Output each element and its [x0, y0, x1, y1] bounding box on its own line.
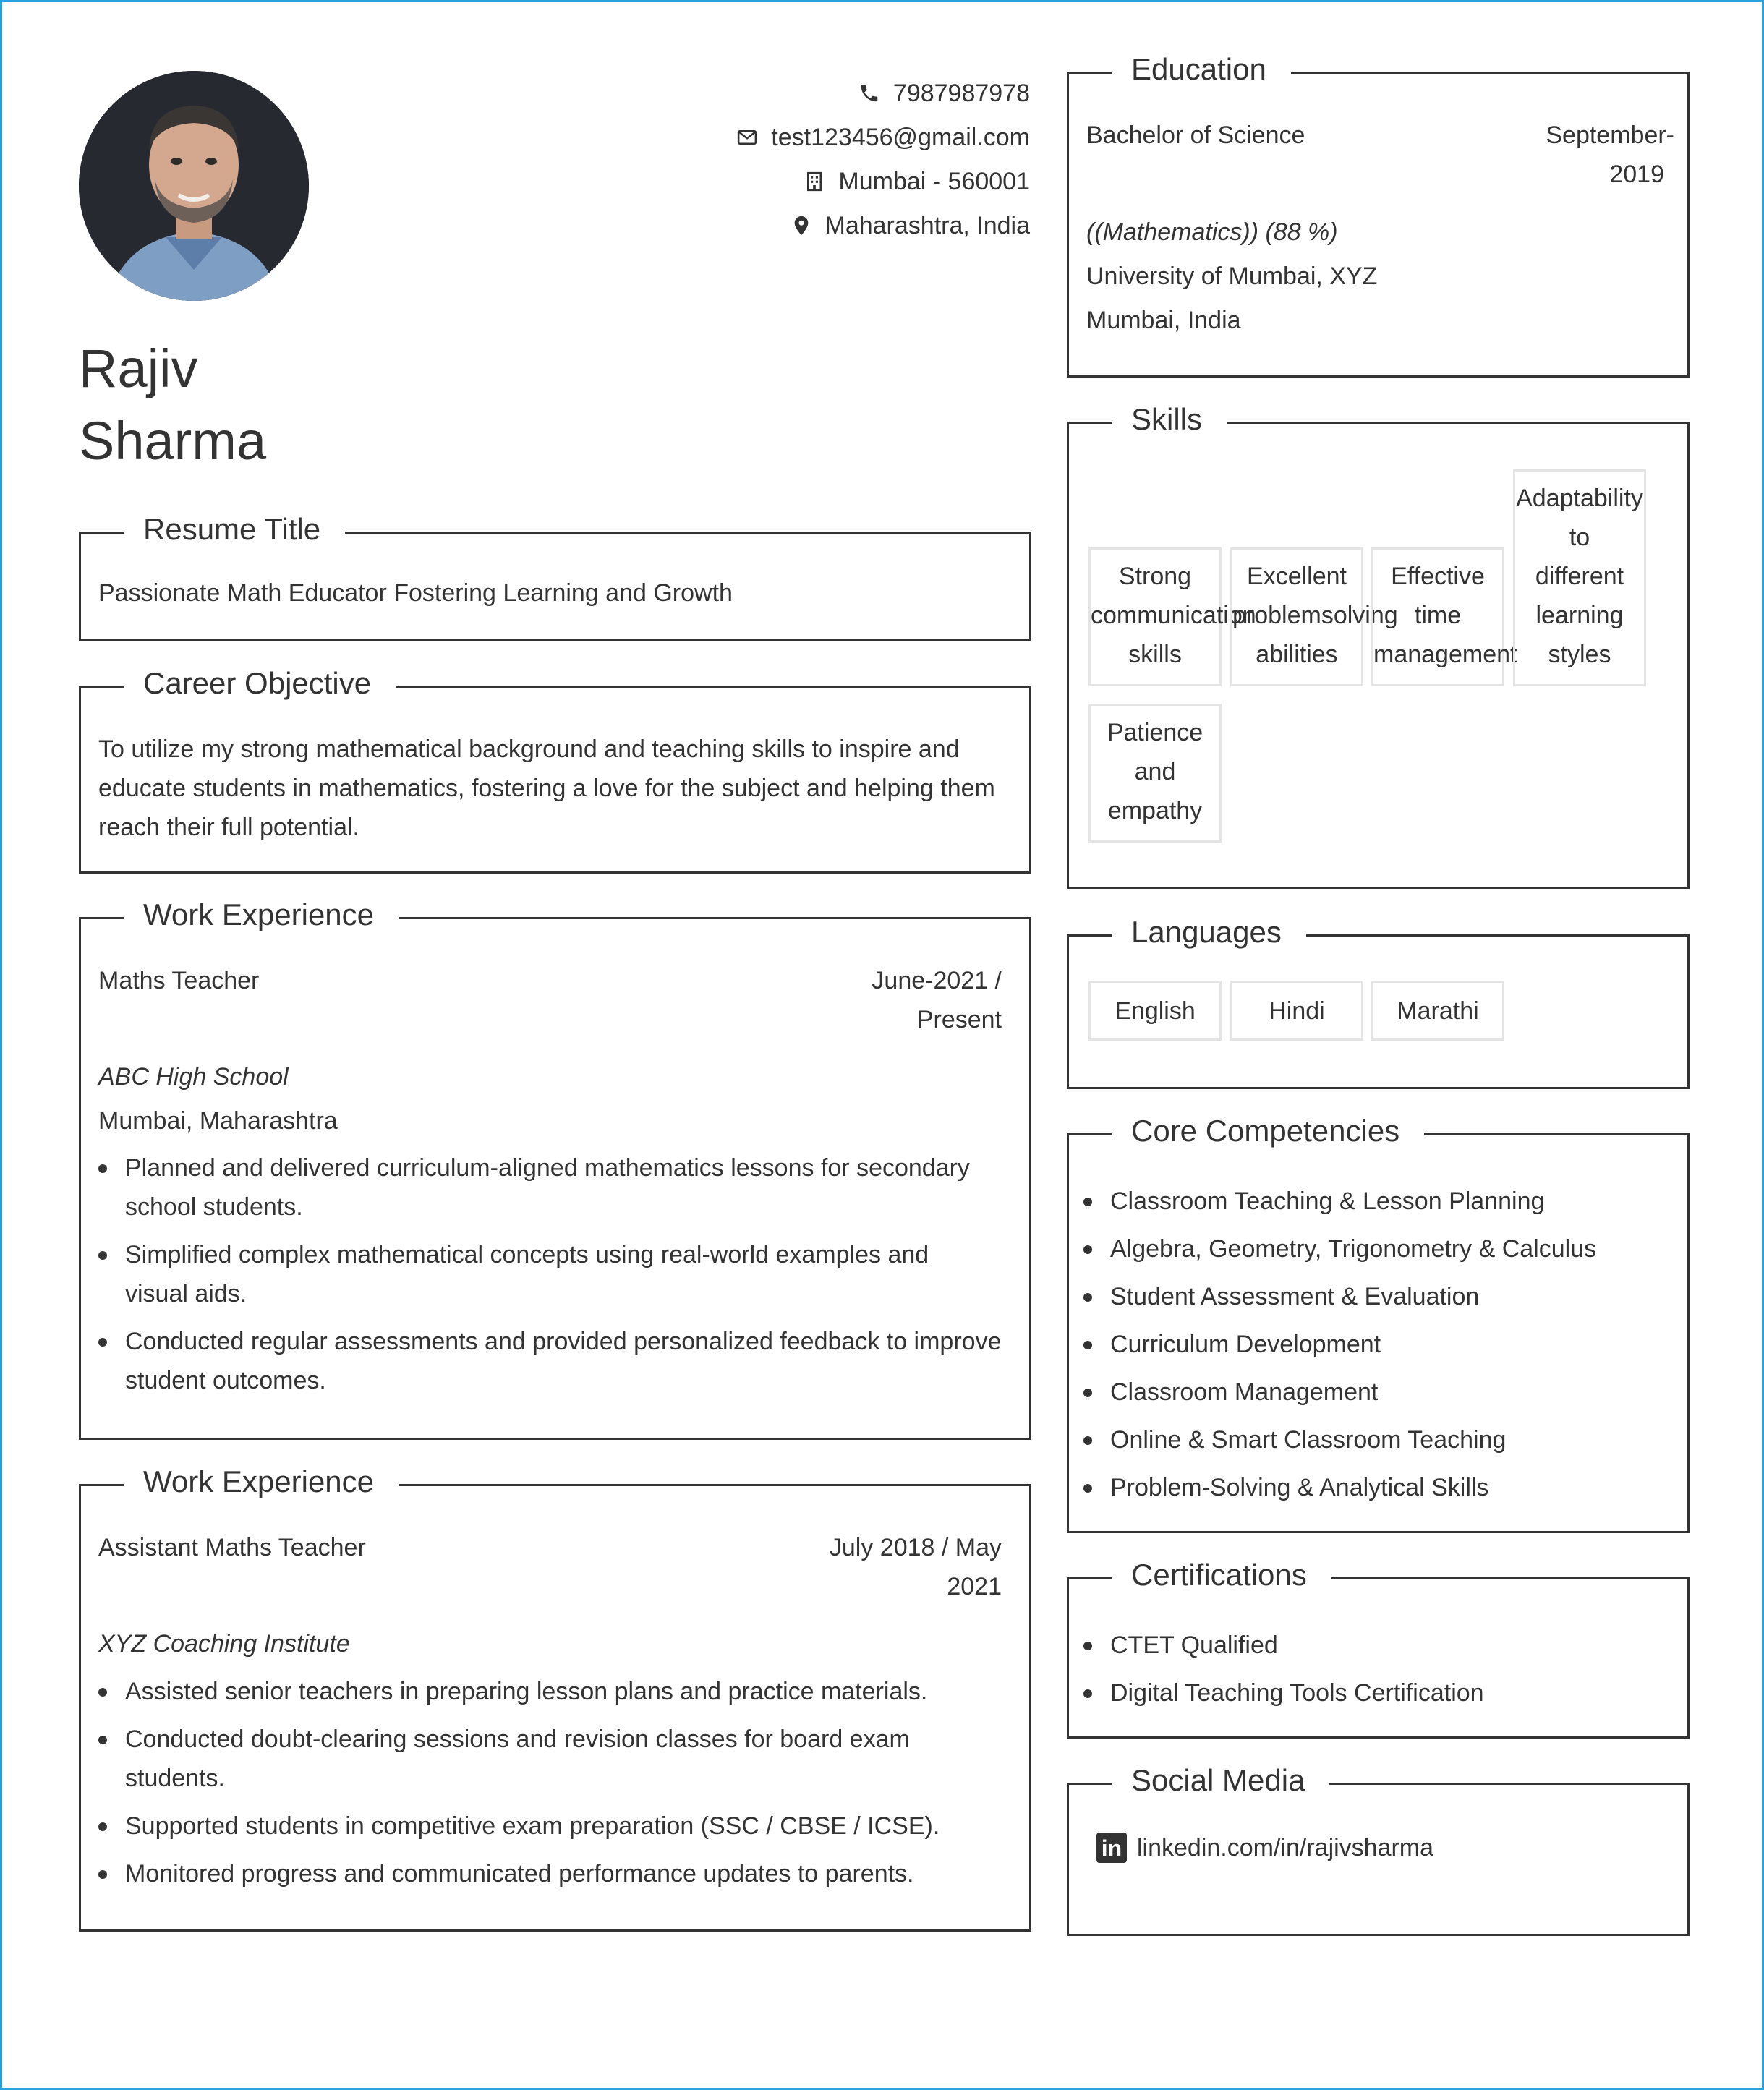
resume-title-heading: Resume Title [124, 508, 345, 551]
last-name: Sharma [79, 411, 267, 471]
job-dates [830, 1528, 1002, 1606]
bullet-icon [98, 1251, 107, 1260]
education-date-line: September- [1546, 121, 1674, 149]
email-text[interactable]: test123456@gmail.com [771, 123, 1030, 151]
career-objective-line: reach their full potential. [98, 814, 359, 841]
competency-item: Student Assessment & Evaluation [1083, 1277, 1676, 1316]
job-role: Maths Teacher [98, 967, 260, 994]
responsibility-item: Monitored progress and communicated performance updates to parents. [98, 1854, 1017, 1893]
certification-item: CTET Qualified [1083, 1626, 1676, 1665]
bullet-icon [98, 1870, 107, 1879]
skills-heading: Skills [1112, 398, 1227, 441]
competency-item: Classroom Teaching & Lesson Planning [1083, 1182, 1676, 1221]
responsibility-item: Planned and delivered curriculum-aligned mathematics lessons for secondary school students. [98, 1148, 1017, 1227]
phone-text[interactable]: 7987987978 [892, 79, 1030, 107]
skill-chip: Patience and empathy [1088, 704, 1222, 843]
skill-chip: Effective time management [1371, 547, 1504, 686]
degree: Bachelor of Science [1086, 121, 1305, 149]
competency-item: Classroom Management [1083, 1373, 1676, 1412]
job-date-start: June-2021 / [872, 967, 1002, 994]
building-icon [804, 171, 825, 192]
first-name: Rajiv [79, 338, 198, 398]
job-responsibilities [98, 1672, 1017, 1893]
work-experience-heading: Work Experience [124, 893, 399, 937]
bullet-icon [98, 1338, 107, 1347]
responsibility-item: Supported students in competitive exam preparation (SSC / CBSE / ICSE). [98, 1807, 1017, 1846]
resume-title-text: Passionate Math Educator Fostering Learning and Growth [98, 579, 733, 607]
responsibility-item: Conducted regular assessments and provided personalized feedback to improve student outcomes. [98, 1322, 1017, 1400]
job-company: ABC High School [98, 1063, 289, 1091]
work-experience-section [79, 1464, 1031, 1932]
skills-section [1067, 402, 1690, 889]
language-chip: Hindi [1230, 981, 1363, 1041]
competency-item: Problem-Solving & Analytical Skills [1083, 1468, 1676, 1507]
career-objective-heading: Career Objective [124, 662, 396, 705]
contact-city [736, 159, 1030, 203]
job-date-end: Present [916, 1006, 1002, 1033]
competency-item: Curriculum Development [1083, 1325, 1676, 1364]
career-objective-line: educate students in mathematics, fostering a love for the subject and helping them [98, 775, 995, 802]
bullet-icon [1083, 1689, 1092, 1698]
candidate-name [79, 333, 266, 477]
certifications-heading: Certifications [1112, 1553, 1331, 1597]
core-competencies-heading: Core Competencies [1112, 1109, 1424, 1153]
career-objective-section [79, 666, 1031, 874]
state-text: Maharashtra, India [825, 211, 1030, 239]
education-location: Mumbai, India [1086, 307, 1241, 334]
contact-state [736, 203, 1030, 247]
career-objective-text [98, 730, 995, 847]
languages-heading: Languages [1112, 910, 1306, 954]
resume-title-section [79, 512, 1031, 641]
email-icon [736, 127, 758, 148]
competency-item: Algebra, Geometry, Trigonometry & Calculus [1083, 1229, 1676, 1268]
bullet-icon [1083, 1389, 1092, 1397]
profile-photo-illustration [79, 71, 309, 301]
contact-phone [736, 71, 1030, 115]
contact-block [736, 71, 1030, 247]
responsibility-item: Assisted senior teachers in preparing lesson plans and practice materials. [98, 1672, 1017, 1711]
certifications-section [1067, 1558, 1690, 1739]
bullet-icon [98, 1822, 107, 1831]
job-dates [872, 961, 1002, 1039]
job-company: XYZ Coaching Institute [98, 1630, 350, 1658]
bullet-icon [1083, 1198, 1092, 1206]
profile-photo [79, 71, 309, 301]
job-role: Assistant Maths Teacher [98, 1534, 366, 1561]
bullet-icon [98, 1164, 107, 1173]
social-media-section [1067, 1763, 1690, 1936]
bullet-icon [1083, 1642, 1092, 1650]
bullet-icon [1083, 1293, 1092, 1302]
work-experience-heading: Work Experience [124, 1460, 399, 1503]
city-text: Mumbai - 560001 [838, 167, 1030, 195]
job-date-end: 2021 [947, 1573, 1002, 1600]
contact-email [736, 115, 1030, 159]
career-objective-line: To utilize my strong mathematical background and teaching skills to inspire and [98, 735, 960, 763]
university: University of Mumbai, XYZ [1086, 263, 1378, 290]
bullet-icon [1083, 1341, 1092, 1349]
skill-chip: Excellent problemsolving abilities [1230, 547, 1363, 686]
work-experience-section [79, 897, 1031, 1440]
bullet-icon [98, 1736, 107, 1744]
bullet-icon [1083, 1484, 1092, 1493]
linkedin-url[interactable]: linkedin.com/in/rajivsharma [1137, 1834, 1434, 1861]
certification-item: Digital Teaching Tools Certification [1083, 1673, 1676, 1712]
certifications-list [1083, 1626, 1676, 1712]
bullet-icon [1083, 1245, 1092, 1254]
bullet-icon [98, 1688, 107, 1697]
core-competencies-section [1067, 1114, 1690, 1533]
education-field: ((Mathematics)) (88 %) [1086, 218, 1338, 246]
education-heading: Education [1112, 48, 1291, 91]
skill-chip: Strong communication skills [1088, 547, 1222, 686]
skill-chip: Adaptability to different learning styles [1513, 469, 1646, 686]
social-media-heading: Social Media [1112, 1759, 1329, 1802]
language-chip: Marathi [1371, 981, 1504, 1041]
competency-item: Online & Smart Classroom Teaching [1083, 1420, 1676, 1459]
education-dates [1546, 116, 1674, 194]
phone-icon [858, 82, 880, 104]
competencies-list [1083, 1182, 1676, 1507]
job-location: Mumbai, Maharashtra [98, 1107, 338, 1135]
responsibility-item: Simplified complex mathematical concepts using real-world examples and visual aids. [98, 1235, 1017, 1313]
languages-section [1067, 915, 1690, 1089]
linkedin-link[interactable] [1096, 1828, 1433, 1867]
education-date-line: 2019 [1609, 161, 1664, 188]
education-section [1067, 52, 1690, 378]
job-responsibilities [98, 1148, 1017, 1400]
responsibility-item: Conducted doubt-clearing sessions and revision classes for board exam students. [98, 1720, 1017, 1798]
bullet-icon [1083, 1436, 1092, 1445]
location-pin-icon [791, 215, 812, 236]
language-chip: English [1088, 981, 1222, 1041]
linkedin-icon: in [1096, 1833, 1127, 1863]
job-date-start: July 2018 / May [829, 1534, 1002, 1561]
